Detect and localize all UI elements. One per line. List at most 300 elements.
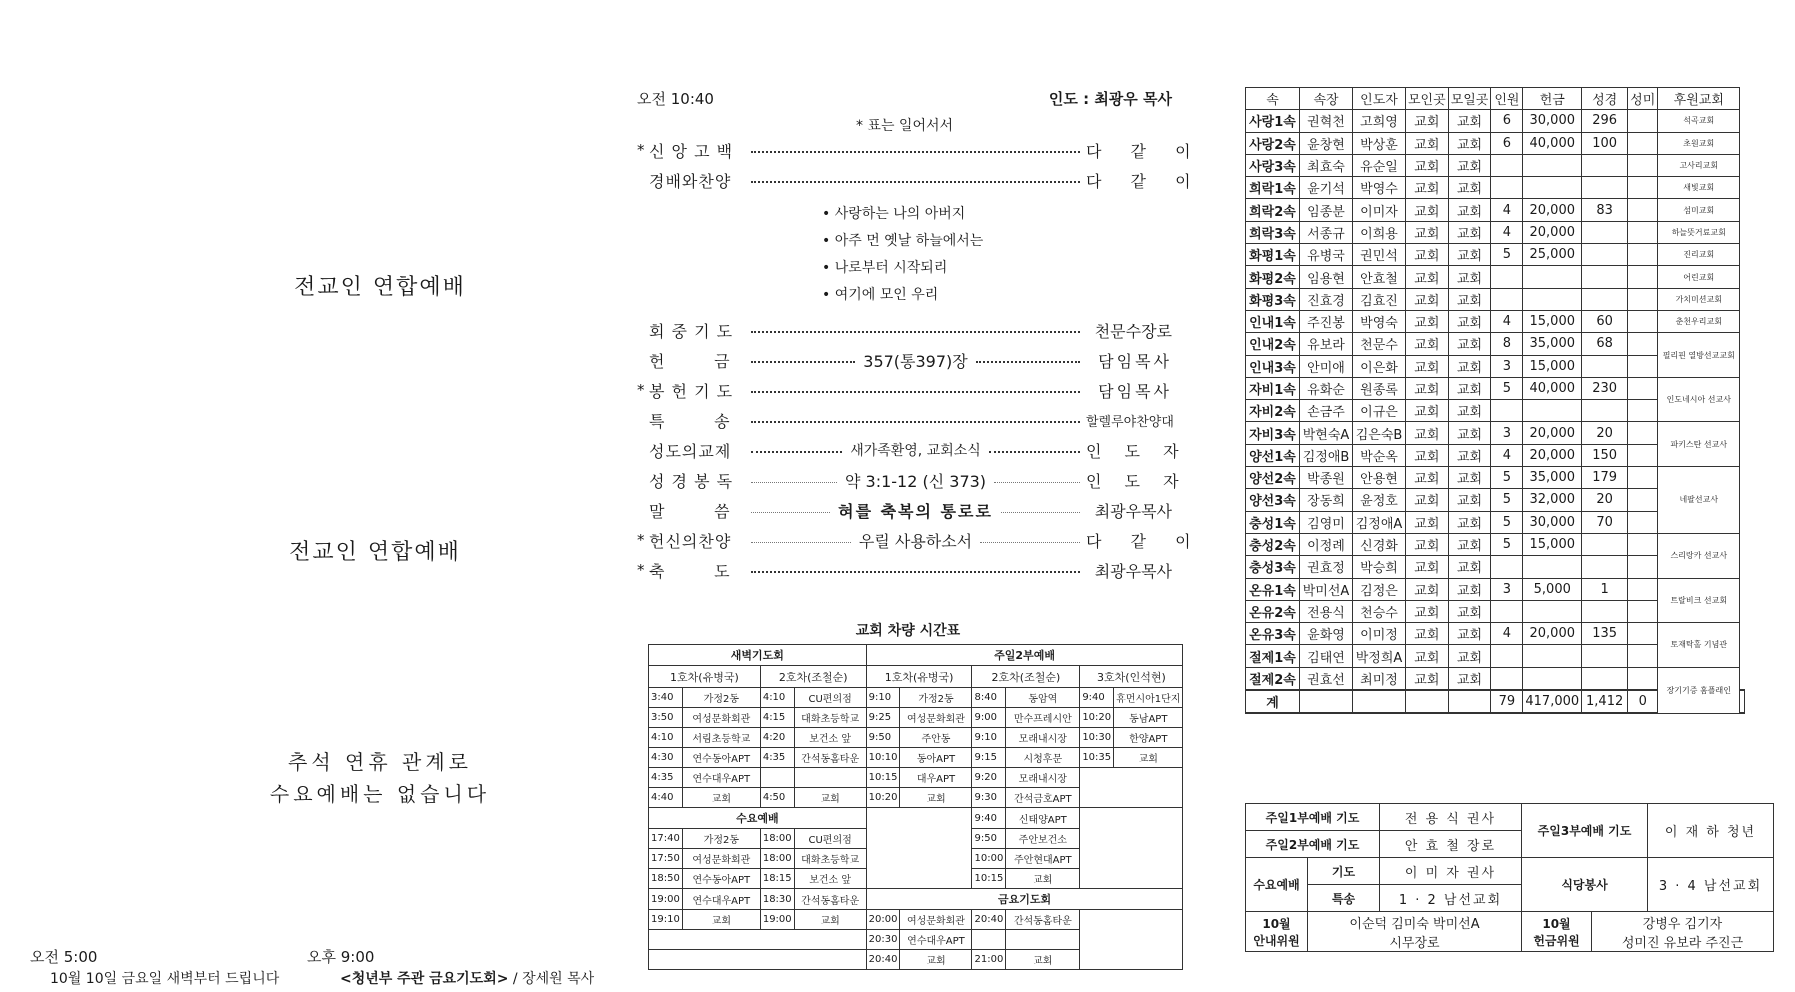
wed-stop: 간석동홈타운 xyxy=(794,889,866,910)
cell-guide: 신경화 xyxy=(1353,533,1406,555)
cell-guide: 권민석 xyxy=(1353,244,1406,266)
cell-met-at: 교회 xyxy=(1406,288,1449,310)
sunday-stop: 동아APT xyxy=(900,748,972,768)
worship-leader: 인도 : 최광우 목사 xyxy=(1048,90,1172,108)
cell-count xyxy=(1491,288,1523,310)
cell-rice xyxy=(1628,600,1658,622)
cell-bible: 60 xyxy=(1582,310,1628,332)
cell-bible: 68 xyxy=(1582,333,1628,355)
oow-item-scripture xyxy=(637,465,1188,495)
cell-leader: 임종분 xyxy=(1300,199,1353,221)
sunday-time: 9:50 xyxy=(866,728,900,748)
cell-rice xyxy=(1628,266,1658,288)
total-cell xyxy=(1406,690,1449,713)
dawn-stop: 가정2동 xyxy=(682,688,760,708)
cell-group: 사랑1속 xyxy=(1246,110,1300,132)
cell-met-at: 교회 xyxy=(1406,132,1449,154)
cell-count: 4 xyxy=(1491,444,1523,466)
sunday-time: 10:00 xyxy=(972,849,1006,869)
sunday-stop: 모래내시장 xyxy=(1006,768,1080,788)
wednesday-label: 수요예배 xyxy=(1246,858,1308,912)
cell-guide: 박순옥 xyxy=(1353,444,1406,466)
cell-group: 양선3속 xyxy=(1246,489,1300,511)
dawn-time: 4:20 xyxy=(760,728,794,748)
oow-item-offering xyxy=(637,345,1172,375)
sunday-stop: 휴먼시아1단지 xyxy=(1114,688,1183,708)
cell-count: 5 xyxy=(1491,533,1523,555)
notice-line-1: 추석 연휴 관계로 xyxy=(288,750,472,774)
cell-meet-at: 교회 xyxy=(1448,422,1491,444)
fri-stop: 여성문화회관 xyxy=(900,910,972,930)
dawn-stop xyxy=(794,768,866,788)
sunday-car3: 3호차(인석현) xyxy=(1080,666,1183,688)
cell-leader: 안미애 xyxy=(1300,355,1353,377)
dawn-note: 10월 10일 금요일 새벽부터 드립니다 xyxy=(50,971,280,987)
sunday-stop: 교회 xyxy=(1006,869,1080,889)
sunday-stop: 교회 xyxy=(1114,748,1183,768)
sunday-car2: 2호차(조철순) xyxy=(972,666,1080,688)
total-cell xyxy=(1740,690,1745,713)
cell-leader: 권효정 xyxy=(1300,556,1353,578)
wed-stop: 연수동아APT xyxy=(682,869,760,889)
cell-meet-at: 교회 xyxy=(1448,288,1491,310)
cell-leader: 서종규 xyxy=(1300,221,1353,243)
cell-rice xyxy=(1628,444,1658,466)
usher-elders: 시무장로 xyxy=(1389,935,1440,951)
item-detail: 우릴 사용하소서 xyxy=(858,531,973,551)
cell-count: 3 xyxy=(1491,578,1523,600)
sunday-stop: 시청후문 xyxy=(1006,748,1080,768)
bus-row xyxy=(649,910,1183,930)
praise-song: • 나로부터 시작되리 xyxy=(822,260,948,276)
fri-time: 20:30 xyxy=(866,930,900,950)
fri-empty xyxy=(1080,910,1183,970)
cell-meet-at: 교회 xyxy=(1448,511,1491,533)
dawn-stop: 여성문화회관 xyxy=(682,708,760,728)
cell-leader: 주진봉 xyxy=(1300,310,1353,332)
cell-group: 충성2속 xyxy=(1246,533,1300,555)
cell-bible: 230 xyxy=(1582,377,1628,399)
support-church: 초원교회 xyxy=(1658,132,1740,154)
dawn-car1: 1호차(유병국) xyxy=(649,666,761,688)
support-church: 파키스탄 선교사 xyxy=(1658,422,1740,467)
cell-group: 온유1속 xyxy=(1246,578,1300,600)
cell-rice xyxy=(1628,400,1658,422)
oow-item-creed xyxy=(637,135,1203,165)
cell-met-at: 교회 xyxy=(1406,600,1449,622)
sunday-time: 9:25 xyxy=(866,708,900,728)
sunday-time: 10:15 xyxy=(972,869,1006,889)
cell-meet-at: 교회 xyxy=(1448,467,1491,489)
cell-offering: 15,000 xyxy=(1523,533,1582,555)
wed-stop: 가정2동 xyxy=(682,829,760,849)
cell-meet-at: 교회 xyxy=(1448,333,1491,355)
cell-guide: 박영숙 xyxy=(1353,310,1406,332)
cell-met-at: 교회 xyxy=(1406,667,1449,690)
cell-meet-at: 교회 xyxy=(1448,355,1491,377)
cell-rice xyxy=(1628,623,1658,645)
cell-rice xyxy=(1628,199,1658,221)
standing-note: * 표는 일어서서 xyxy=(855,118,954,134)
cell-bible xyxy=(1582,533,1628,555)
cell-group-row xyxy=(1246,221,1745,243)
sunday-stop: 신태양APT xyxy=(1006,808,1080,829)
cell-met-at: 교회 xyxy=(1406,422,1449,444)
support-church: 새빛교회 xyxy=(1658,177,1740,199)
usher-label xyxy=(1246,912,1308,952)
oow-item-fellowship xyxy=(637,435,1188,465)
cell-group: 자비2속 xyxy=(1246,400,1300,422)
cell-rice xyxy=(1628,221,1658,243)
cell-rice xyxy=(1628,310,1658,332)
sunday-stop: 주안보건소 xyxy=(1006,829,1080,849)
support-church: 스리랑카 선교사 xyxy=(1658,533,1740,578)
cell-met-at: 교회 xyxy=(1406,355,1449,377)
friday-note xyxy=(340,968,594,988)
cell-group-row xyxy=(1246,578,1745,600)
cell-met-at: 교회 xyxy=(1406,533,1449,555)
cell-meet-at: 교회 xyxy=(1448,645,1491,667)
cell-guide: 이미정 xyxy=(1353,623,1406,645)
dawn-time: 4:35 xyxy=(649,768,683,788)
cell-group: 자비1속 xyxy=(1246,377,1300,399)
cell-bible xyxy=(1582,244,1628,266)
sunday-stop: 동암역 xyxy=(1006,688,1080,708)
bus-row xyxy=(649,708,1183,728)
wed-stop: 교회 xyxy=(794,910,866,930)
meal-service-label: 식당봉사 xyxy=(1522,858,1648,912)
bus-row xyxy=(649,688,1183,708)
bus-header-row xyxy=(649,645,1183,666)
cell-met-at: 교회 xyxy=(1406,578,1449,600)
item-leader: 담임목사 xyxy=(1098,351,1172,371)
cell-guide: 유순일 xyxy=(1353,154,1406,176)
cell-meet-at: 교회 xyxy=(1448,578,1491,600)
support-church: 하늘뜻거료교회 xyxy=(1658,221,1740,243)
total-cell: 1,412 xyxy=(1582,690,1628,713)
bus-car-row xyxy=(649,666,1183,688)
cell-met-at: 교회 xyxy=(1406,310,1449,332)
dawn-stop: CU편의점 xyxy=(794,688,866,708)
cell-count: 6 xyxy=(1491,110,1523,132)
cell-group-row xyxy=(1246,110,1745,132)
sunday-stop: 여성문화회관 xyxy=(900,708,972,728)
cell-leader: 유병국 xyxy=(1300,244,1353,266)
sunday-stop: 가정2동 xyxy=(900,688,972,708)
wed-time: 19:00 xyxy=(649,889,683,910)
cell-rice xyxy=(1628,154,1658,176)
cell-guide: 안효철 xyxy=(1353,266,1406,288)
support-church: 네팔선교사 xyxy=(1658,467,1740,534)
standing-mark: * xyxy=(637,381,645,399)
cell-met-at: 교회 xyxy=(1406,645,1449,667)
cell-bible xyxy=(1582,556,1628,578)
sunday-time: 10:20 xyxy=(1080,708,1114,728)
cell-group: 온유2속 xyxy=(1246,600,1300,622)
cells-header: 후원교회 xyxy=(1658,88,1740,110)
cell-bible xyxy=(1582,400,1628,422)
cell-leader: 김정애B xyxy=(1300,444,1353,466)
sunday-time: 9:10 xyxy=(866,688,900,708)
item-detail: 357(통397)장 xyxy=(863,351,968,371)
fri-stop: 간석동홈타운 xyxy=(1006,910,1080,930)
cell-leader: 이정례 xyxy=(1300,533,1353,555)
cell-rice xyxy=(1628,467,1658,489)
cell-offering: 15,000 xyxy=(1523,310,1582,332)
dawn-time: 4:15 xyxy=(760,708,794,728)
cell-guide: 고희영 xyxy=(1353,110,1406,132)
cell-met-at: 교회 xyxy=(1406,623,1449,645)
heading-union-service-1: 전교인 연합예배 xyxy=(294,275,466,300)
cell-rice xyxy=(1628,556,1658,578)
cell-meet-at: 교회 xyxy=(1448,556,1491,578)
fri-time xyxy=(972,930,1006,950)
cell-rice xyxy=(1628,333,1658,355)
item-label: 신 앙 고 백 xyxy=(649,141,734,161)
cell-bible: 83 xyxy=(1582,199,1628,221)
support-church: 가치미션교회 xyxy=(1658,288,1740,310)
cell-count: 3 xyxy=(1491,355,1523,377)
cell-group: 화평2속 xyxy=(1246,266,1300,288)
cell-rice xyxy=(1628,511,1658,533)
cell-group-row xyxy=(1246,154,1745,176)
cell-offering: 15,000 xyxy=(1523,355,1582,377)
sunday-time: 10:10 xyxy=(866,748,900,768)
dawn-time: 4:10 xyxy=(760,688,794,708)
cells-header: 모인곳 xyxy=(1406,88,1449,110)
cell-rice xyxy=(1628,177,1658,199)
cell-count: 8 xyxy=(1491,333,1523,355)
wed-time: 18:50 xyxy=(649,869,683,889)
sunday3-prayer-label: 주일3부예배 기도 xyxy=(1522,804,1648,858)
fri-stop xyxy=(1006,930,1080,950)
item-leader: 인 도 자 xyxy=(1086,471,1188,491)
cell-guide: 김효진 xyxy=(1353,288,1406,310)
wed-time: 18:00 xyxy=(760,849,794,869)
cell-guide: 박정희A xyxy=(1353,645,1406,667)
cell-leader: 윤화영 xyxy=(1300,623,1353,645)
cell-offering: 20,000 xyxy=(1523,199,1582,221)
sunday-time: 9:40 xyxy=(972,808,1006,829)
dawn-time: 4:40 xyxy=(649,788,683,808)
item-leader: 할렐루야찬양대 xyxy=(1086,414,1174,430)
cell-guide: 박상훈 xyxy=(1353,132,1406,154)
item-label: 특 송 xyxy=(649,411,731,431)
cell-meet-at: 교회 xyxy=(1448,600,1491,622)
sunday-stop: 주안현대APT xyxy=(1006,849,1080,869)
wed-stop: 여성문화회관 xyxy=(682,849,760,869)
cells-header: 성경 xyxy=(1582,88,1628,110)
cell-offering xyxy=(1523,288,1582,310)
sunday-stop: 대우APT xyxy=(900,768,972,788)
cell-meet-at: 교회 xyxy=(1448,310,1491,332)
support-church: 트랄비크 선교회 xyxy=(1658,578,1740,623)
bus-row xyxy=(649,748,1183,768)
offering-title: 헌금위원 xyxy=(1533,933,1580,948)
bus-row xyxy=(649,889,1183,910)
cell-rice xyxy=(1628,244,1658,266)
cell-met-at: 교회 xyxy=(1406,444,1449,466)
cell-met-at: 교회 xyxy=(1406,377,1449,399)
worship-time: 오전 10:40 xyxy=(637,90,714,108)
cell-offering: 20,000 xyxy=(1523,623,1582,645)
dawn-time: 4:50 xyxy=(760,788,794,808)
cell-count: 5 xyxy=(1491,467,1523,489)
sunday1-prayer-value: 전 용 식 권사 xyxy=(1380,804,1522,831)
item-leader: 천문수장로 xyxy=(1094,321,1172,341)
cell-bible: 179 xyxy=(1582,467,1628,489)
cell-bible: 70 xyxy=(1582,511,1628,533)
friday-time: 오후 9:00 xyxy=(307,948,375,966)
oow-item-prayer xyxy=(637,315,1172,345)
cell-meet-at: 교회 xyxy=(1448,444,1491,466)
wed-stop: 보건소 앞 xyxy=(794,869,866,889)
meal-service-value: 3 · 4 남선교회 xyxy=(1648,858,1774,912)
cell-rice xyxy=(1628,645,1658,667)
duty-row-sunday1 xyxy=(1246,804,1774,831)
cell-group: 인내2속 xyxy=(1246,333,1300,355)
cell-leader: 윤창현 xyxy=(1300,132,1353,154)
total-cell: 0 xyxy=(1628,690,1658,713)
cell-bible: 1 xyxy=(1582,578,1628,600)
cell-leader: 유화순 xyxy=(1300,377,1353,399)
support-church: 춘천우리교회 xyxy=(1658,310,1740,332)
cell-offering: 40,000 xyxy=(1523,132,1582,154)
cell-met-at: 교회 xyxy=(1406,266,1449,288)
item-detail: 약 3:1-12 (신 373) xyxy=(844,471,987,491)
cell-met-at: 교회 xyxy=(1406,511,1449,533)
cell-rice xyxy=(1628,377,1658,399)
item-detail: 새가족환영, 교회소식 xyxy=(850,443,981,459)
cell-meet-at: 교회 xyxy=(1448,400,1491,422)
oow-item-sermon xyxy=(637,495,1172,525)
support-church: 석곡교회 xyxy=(1658,110,1740,132)
cell-bible: 100 xyxy=(1582,132,1628,154)
item-leader: 담임목사 xyxy=(1098,381,1172,401)
cell-offering: 30,000 xyxy=(1523,110,1582,132)
cell-count: 6 xyxy=(1491,132,1523,154)
wednesday-special-label: 특송 xyxy=(1308,885,1380,912)
cell-count: 5 xyxy=(1491,489,1523,511)
cell-offering xyxy=(1523,556,1582,578)
item-leader: 다 같 이 xyxy=(1086,531,1203,551)
usher-value xyxy=(1308,912,1522,952)
cell-group: 화평1속 xyxy=(1246,244,1300,266)
cell-group-row xyxy=(1246,244,1745,266)
cell-bible xyxy=(1582,645,1628,667)
cell-group-row xyxy=(1246,467,1745,489)
cell-offering: 35,000 xyxy=(1523,467,1582,489)
sunday-time: 9:00 xyxy=(972,708,1006,728)
dawn-stop: 교회 xyxy=(682,788,760,808)
praise-song: • 여기에 모인 우리 xyxy=(822,287,939,303)
cell-leader: 전용식 xyxy=(1300,600,1353,622)
cell-guide: 박영수 xyxy=(1353,177,1406,199)
cell-offering: 25,000 xyxy=(1523,244,1582,266)
cell-leader: 최효숙 xyxy=(1300,154,1353,176)
usher-month: 10월 xyxy=(1262,916,1291,931)
cell-rice xyxy=(1628,533,1658,555)
cell-meet-at: 교회 xyxy=(1448,177,1491,199)
cell-count: 5 xyxy=(1491,244,1523,266)
cell-count xyxy=(1491,177,1523,199)
cell-leader: 장동희 xyxy=(1300,489,1353,511)
item-label: 말 씀 xyxy=(649,501,731,521)
cells-header: 속장 xyxy=(1300,88,1353,110)
cell-meet-at: 교회 xyxy=(1448,489,1491,511)
bus-row xyxy=(649,808,1183,829)
wed-empty xyxy=(649,930,867,950)
offering-month: 10월 xyxy=(1542,916,1571,931)
cell-guide: 최미정 xyxy=(1353,667,1406,690)
standing-mark: * xyxy=(637,561,645,579)
wed-time: 18:00 xyxy=(760,829,794,849)
cell-count: 4 xyxy=(1491,221,1523,243)
cell-meet-at: 교회 xyxy=(1448,110,1491,132)
cell-count xyxy=(1491,266,1523,288)
support-church: 필리핀 열방선교교회 xyxy=(1658,333,1740,378)
cell-group-table xyxy=(1245,87,1745,714)
cell-offering: 20,000 xyxy=(1523,221,1582,243)
cell-meet-at: 교회 xyxy=(1448,667,1491,690)
cell-bible xyxy=(1582,667,1628,690)
item-label: 헌신의찬양 xyxy=(649,531,732,551)
friday-note-leader: / 장세원 목사 xyxy=(508,971,595,987)
cell-met-at: 교회 xyxy=(1406,556,1449,578)
wed-time: 18:15 xyxy=(760,869,794,889)
wednesday-header: 수요예배 xyxy=(649,808,867,829)
cell-met-at: 교회 xyxy=(1406,110,1449,132)
sunday-time: 8:40 xyxy=(972,688,1006,708)
sermon-title: 혀를 축복의 통로로 xyxy=(838,501,993,521)
cell-bible xyxy=(1582,221,1628,243)
total-cell xyxy=(1353,690,1406,713)
cells-header: 인도자 xyxy=(1353,88,1406,110)
cell-bible xyxy=(1582,288,1628,310)
cell-offering: 35,000 xyxy=(1523,333,1582,355)
fri-stop: 교회 xyxy=(1006,950,1080,970)
sunday-car1: 1호차(유병국) xyxy=(866,666,972,688)
cell-group: 충성1속 xyxy=(1246,511,1300,533)
sunday-stop: 주안동 xyxy=(900,728,972,748)
dawn-time: 오전 5:00 xyxy=(30,948,98,966)
duty-row-wed-prayer xyxy=(1246,858,1774,885)
notice-line-2: 수요예배는 없습니다 xyxy=(269,782,491,806)
dawn-stop: 서림초등학교 xyxy=(682,728,760,748)
fri-stop: 연수대우APT xyxy=(900,930,972,950)
cell-met-at: 교회 xyxy=(1406,489,1449,511)
cell-met-at: 교회 xyxy=(1406,199,1449,221)
cell-rice xyxy=(1628,355,1658,377)
dawn-time: 4:35 xyxy=(760,748,794,768)
cell-group: 사랑2속 xyxy=(1246,132,1300,154)
cells-header-row xyxy=(1246,88,1745,110)
cell-guide: 이규은 xyxy=(1353,400,1406,422)
fri-time: 20:40 xyxy=(866,950,900,970)
sunday-time: 10:35 xyxy=(1080,748,1114,768)
cells-header: 성미 xyxy=(1628,88,1658,110)
cell-guide: 원종록 xyxy=(1353,377,1406,399)
cell-rice xyxy=(1628,110,1658,132)
sunday-time: 9:20 xyxy=(972,768,1006,788)
item-leader: 다 같 이 xyxy=(1086,171,1203,191)
cell-count: 3 xyxy=(1491,422,1523,444)
cell-guide: 천승수 xyxy=(1353,600,1406,622)
sunday-empty xyxy=(1080,808,1183,889)
cell-count: 4 xyxy=(1491,199,1523,221)
oow-item-special-song xyxy=(637,405,1172,435)
cell-group: 희락2속 xyxy=(1246,199,1300,221)
